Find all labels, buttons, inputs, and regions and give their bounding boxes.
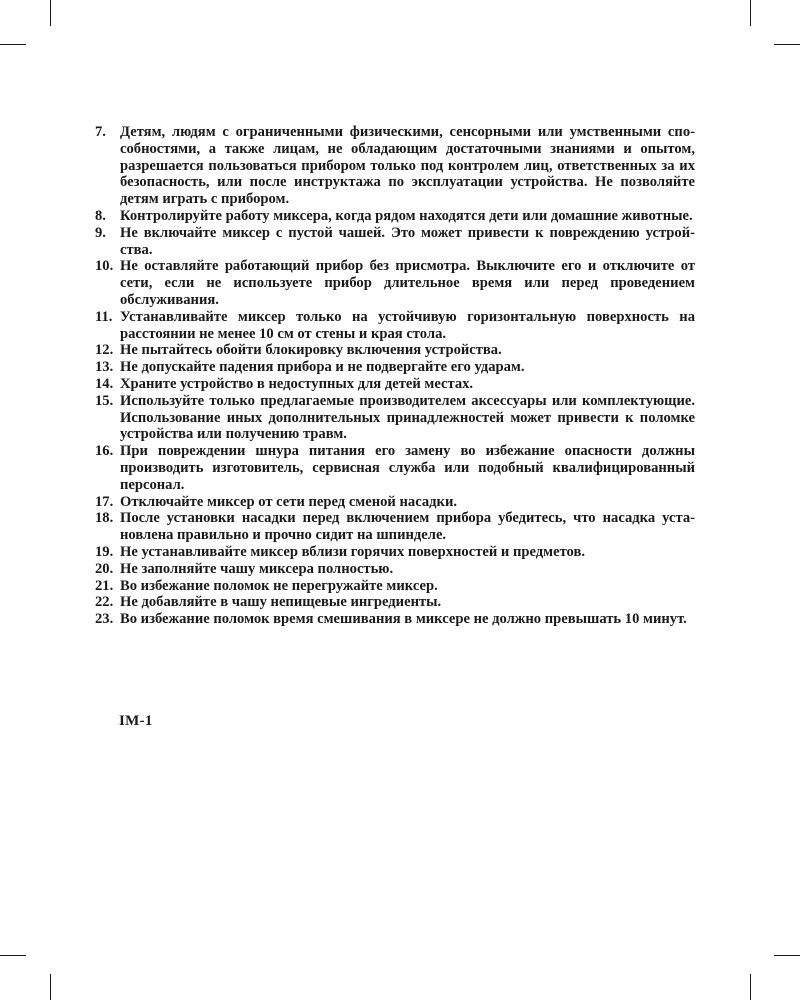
list-item	[95, 124, 695, 208]
item-number: 9.	[95, 224, 106, 241]
list-item	[95, 594, 695, 611]
list-item	[95, 578, 695, 595]
list-item	[95, 342, 695, 359]
crop-mark-bottom-left-h	[0, 955, 26, 956]
item-text: Не устанавливайте миксер вблизи горячих поверхностей и предметов.	[120, 543, 586, 560]
item-text: Отключайте миксер от сети перед сменой насадки.	[120, 493, 457, 510]
item-number: 10.	[95, 258, 114, 275]
crop-mark-bottom-left	[50, 974, 51, 1000]
list-item	[95, 376, 695, 393]
safety-instructions	[95, 124, 695, 628]
list-item	[95, 309, 695, 343]
item-text: Не включайте миксер с пустой чашей. Это может привести к повреждению устройства.	[120, 224, 695, 258]
crop-mark-top-left-h	[0, 44, 26, 45]
item-number: 19.	[95, 543, 114, 560]
list-item	[95, 494, 695, 511]
item-text: Храните устройство в недоступных для детей местах.	[120, 375, 474, 392]
item-number: 12.	[95, 342, 114, 359]
item-text: Детям, людям с ограниченными физическими, сенсорными или умственными способностями, а также лицам, не обладающим достаточными знаниями и опытом, разрешается пользоваться прибором только под контролем лиц, ответственных за их безопасность, или после инструктажа по эксплуатации устройства. Не позволяйте детям играть с прибором.	[120, 124, 695, 208]
crop-mark-bottom-right	[750, 974, 751, 1000]
item-number: 20.	[95, 560, 114, 577]
item-text: Устанавливайте миксер только на устойчивую горизонтальную поверхность на расстоянии не менее 10 см от стены и края стола.	[120, 308, 695, 342]
crop-mark-top-right	[750, 0, 751, 26]
list-item	[95, 544, 695, 561]
instruction-list	[95, 124, 695, 628]
item-number: 21.	[95, 577, 114, 594]
list-item	[95, 393, 695, 443]
item-text: Используйте только предлагаемые производителем аксессуары или комплектующие. Использование иных дополнительных принадлежностей может привести к поломке устройства или получению травм.	[120, 392, 695, 443]
list-item	[95, 208, 695, 225]
item-text: Не добавляйте в чашу непищевые ингредиенты.	[120, 594, 442, 611]
item-number: 22.	[95, 594, 114, 611]
item-number: 18.	[95, 510, 114, 527]
item-text: Не пытайтесь обойти блокировку включения устройства.	[120, 342, 502, 359]
item-number: 14.	[95, 375, 114, 392]
item-number: 7.	[95, 124, 106, 140]
crop-mark-bottom-right-h	[774, 955, 800, 956]
item-text: Во избежание поломок не перегружайте миксер.	[120, 577, 438, 594]
item-text: Контролируйте работу миксера, когда рядом находятся дети или домашние животные.	[120, 207, 693, 224]
item-number: 17.	[95, 493, 114, 510]
crop-mark-top-right-h	[774, 44, 800, 45]
item-number: 23.	[95, 611, 114, 628]
list-item	[95, 611, 695, 628]
item-number: 8.	[95, 207, 106, 224]
list-item	[95, 359, 695, 376]
item-text: Не заполняйте чашу миксера полностью.	[120, 560, 394, 577]
list-item	[95, 258, 695, 308]
list-item	[95, 225, 695, 259]
item-number: 11.	[95, 308, 113, 325]
item-text: После установки насадки перед включением прибора убедитесь, что насадка установлена правильно и прочно сидит на шпинделе.	[120, 510, 695, 544]
item-number: 16.	[95, 443, 114, 460]
item-text: Не допускайте падения прибора и не подвергайте его ударам.	[120, 359, 525, 376]
item-number: 13.	[95, 359, 114, 376]
item-text: При повреждении шнура питания его замену во избежание опасности должны производить изготовитель, сервисная служба или подобный квалифицированный персонал.	[120, 443, 695, 493]
item-text: Во избежание поломок время смешивания в миксере не должно превышать 10 минут.	[120, 611, 687, 628]
page-label: IM-1	[119, 713, 153, 729]
list-item	[95, 443, 695, 493]
list-item	[95, 510, 695, 544]
crop-mark-top-left	[50, 0, 51, 26]
list-item	[95, 561, 695, 578]
item-number: 15.	[95, 392, 114, 409]
item-text: Не оставляйте работающий прибор без присмотра. Выключите его и отключите от сети, если не используете прибор длительное время или перед проведением обслуживания.	[120, 258, 695, 308]
